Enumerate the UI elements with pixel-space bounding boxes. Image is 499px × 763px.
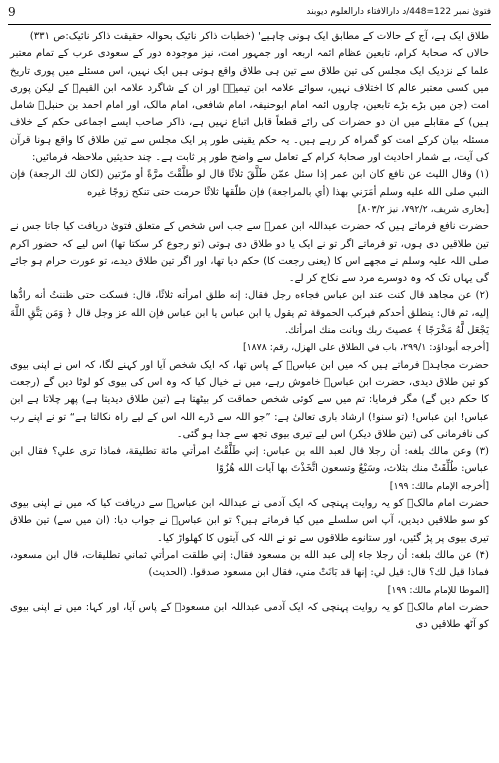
- urdu-paragraph: حضرت امام مالکؒ کو یہ روایت پہنچی کہ ایک آدمی نے عبداللہ ابن عباسؓ سے دریافت کیا کہ میں نے اپنی بیوی کو سو طلاقیں دیدیں، آپ اس سلسلے میں کیا فرماتے ہیں؟ تو ابن عباسؓ نے جواب دیا: (ان میں سے) تین طلاق تیری بیوی پر پڑ گئیں، اور ستانوے طلاقوں سے تو نے اللہ کی آیتوں کا کھلواڑ کیا۔: [10, 498, 489, 544]
- body-text: [10, 28, 489, 759]
- header-rule: [8, 24, 491, 25]
- urdu-paragraph: طلاق ایک ہے، آج کے حالات کے مطابق ایک ہونی چاہیے' (خطبات ذاکر نائیک بحوالہ حقیقت ذاکر نائیک:ص ۳۳۱): [29, 31, 489, 42]
- citation: [بخاری شریف، ۷۹۲/۲، نیز ۸۰۳/۲]: [357, 203, 489, 215]
- arabic-hadith-paragraph: (۱) وقال الليث عن نافع كان ابن عمر إذا سئل عمّن طَلَّقَ ثلاثًا قال لو طلَّقْتَ مرَّةً أو مرّتين (لكان لك الرجعة) فإن النبي صلى الله عليه وسلم أمَرَني بهذا (أي بالمراجعة) فإن طلّقها ثلاثًا حرمت حتى تنكح زوجًا غيره: [10, 169, 489, 198]
- arabic-hadith-paragraph: (۳) وعن مالك بلغه: أن رجلا قال لعبد الله بن عباس: إني طَلَّقْتُ امرأتي مائة تطليقة، فماذا ترى علي؟ فقال ابن عباس: طُلِّقَتْ منك بثلاث، وسَبْعٌ وتسعون اتَّخَذْتَ بها آيات الله هُزُوًا: [10, 446, 489, 475]
- page-header: [8, 3, 491, 21]
- arabic-hadith-paragraph: (۲) عن مجاهد قال كنت عند ابن عباس فجاءه رجل فقال: إنه طلق امرأته ثلاثًا، قال: فسكت حتى ظننتُ أنه رادُّها إليه، ثم قال: ينطلق أحدكم فيركب الحموقة ثم يقول يا ابن عباس يا ابن عباس فإن الله عز وجل قال ﴿ وَمَن يَتَّقِ اللَّهَ يَجْعَل لَّهُ مَخْرَجًا ﴾ عصيتَ ربك وبانت منك امرأتك.: [10, 290, 489, 337]
- page-number: 9: [8, 5, 16, 19]
- fatwa-reference: فتویٰ نمبر 122=448/د دارالافتاء دارالعلوم دیوبند: [306, 7, 491, 17]
- urdu-paragraph: حضرت مجاہدؒ فرماتے ہیں کہ میں ابن عباسؓ کے پاس تھا، کہ ایک شخص آیا اور کہنے لگا، کہ اس نے اپنی بیوی کو تین طلاق دیدی، حضرت ابن عباسؓ خاموش رہے، میں نے خیال کیا کہ وہ اس کی بیوی کو لوٹا دیں گے (رجعت کا حکم دیں گے) مگر فرمایا: تم میں سے کوئی شخص حماقت کر بیٹھتا ہے (تین طلاق دیدیتا ہے) پھر چلاتا ہے ابن عباس! ابن عباس! (تو سنو!) ارشاد باری تعالیٰ ہے: ”جو اللہ سے ڈرے اللہ اس کے لیے راہ نکالتا ہے“ تو نے اپنے رب کی نافرمانی کی (تین طلاق دیکر) اس لیے تیری بیوی تجھ سے جدا ہو گئی۔: [10, 359, 489, 440]
- citation: [أخرجه الإمام مالك: ۱۹۹]: [389, 480, 489, 492]
- citation: [الموطا للإمام مالك: ۱۹۹]: [387, 584, 489, 596]
- urdu-paragraph: حضرت امام مالکؒ کو یہ روایت پہنچی کہ ایک آدمی عبداللہ ابن مسعودؓ کے پاس آیا، اور کہا: میں نے اپنی بیوی کو آٹھ طلاقیں دی: [10, 601, 489, 631]
- citation: [أخرجه أبوداؤد: ۲۹۹/۱، باب في الطلاق على الهزل، رقم: ۱۸۷۸]: [242, 342, 489, 354]
- urdu-paragraph: حالاں کہ صحابۂ کرام، تابعین عظام ائمہ اربعہ اور جمہور امت، نیز موجودہ دور کے سعودی عرب کے تمام معتبر علما کے نزدیک ایک مجلس کی تین طلاق سے تین ہی طلاق واقع ہوتی ہیں ایک نہیں، اس مسئلے میں پوری تاریخ میں کسی معتبر عالم کا اختلاف نہیں، سوائے علامہ ابن تیمیہؒ اور ان کے شاگرد علامہ ابن القیمؒ کے لیکن پوری امت (جن میں بڑے بڑے تابعین، چاروں ائمہ امام ابوحنیفہ، امام شافعی، امام مالک، اور امام احمد بن حنبلؒ شامل ہیں) کے مقابلے میں ان دو حضرات کی رائے قطعاً قابل اتباع نہیں ہے، ذاکر صاحب ایسے اجماعی حکم کے خلاف مسئلہ بیان کرکے امت کو گمراہ کر رہے ہیں۔ یہ حکم یقینی طور پر ایک مجلس سے تین طلاق کا واقع ہونا قرآن کی آیت، بے شمار احادیث اور صحابۂ کرام کے تعامل سے واضح طور پر ثابت ہے۔ چند حدیثیں ملاحظہ فرمائیں:: [10, 48, 489, 164]
- urdu-paragraph: حضرت نافع فرماتے ہیں کہ حضرت عبداللہ ابن عمرؓ سے جب اس شخص کے متعلق فتویٰ دریافت کیا جاتا جس نے تین طلاقیں دی ہوں، تو فرماتے اگر تو نے ایک یا دو طلاق دی ہوتی (تو رجوع کر سکتا تھا) اس لیے کہ حضور اکرم صلی اللہ علیہ وسلم نے مجھے اس کا (یعنی رجعت کا) حکم دیا تھا، اور اگر تین طلاق دیدے، تو عورت حرام ہو جائے گی یہاں تک کہ وہ دوسرے مرد سے نکاح کر لے۔: [10, 221, 489, 285]
- arabic-hadith-paragraph: (۴) عن مالك بلغه: أن رجلا جاء إلى عبد الله بن مسعود فقال: إني طلقت امرأتي ثماني تطليقات، قال ابن مسعود، فماذا قيل لك؟ قال: قيل لي: إنها قد بَانَتْ مني، فقال ابن مسعود صدقوا. (الحديث): [10, 549, 489, 579]
